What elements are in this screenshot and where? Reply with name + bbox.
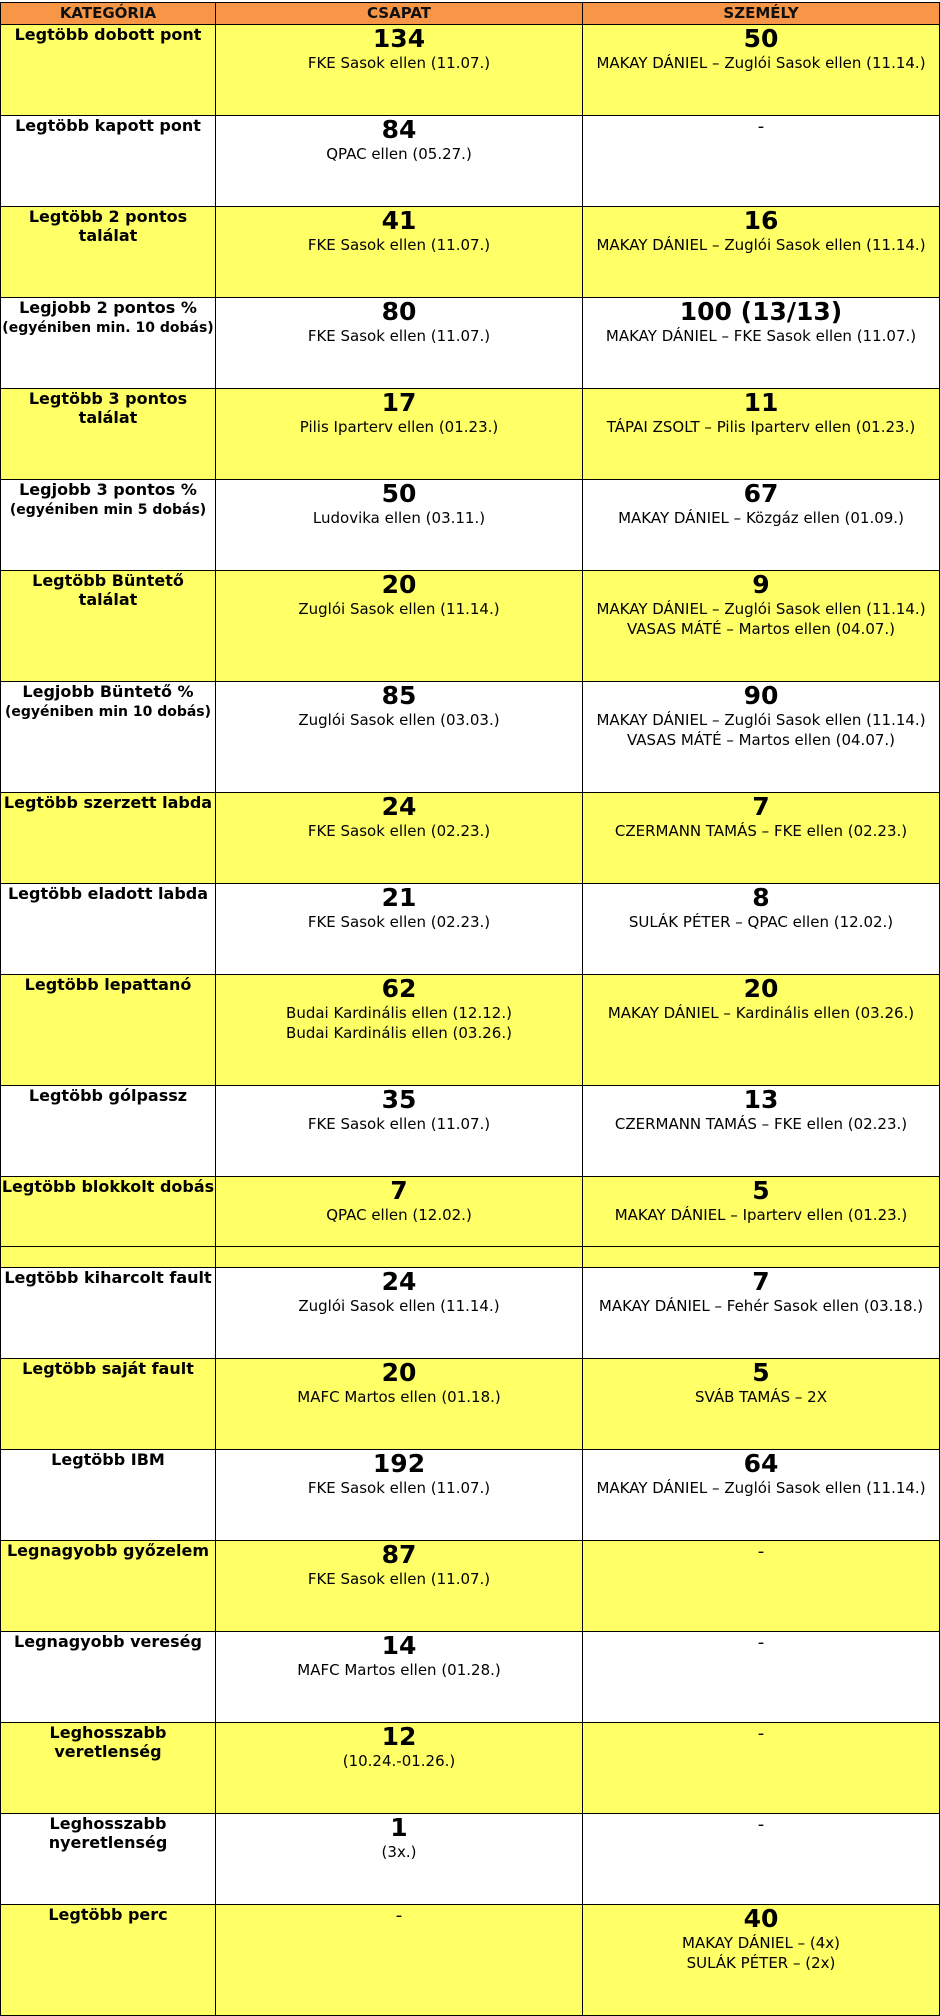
category-label: Leghosszabb veretlenség — [49, 1723, 167, 1761]
person-detail: MAKAY DÁNIEL – Iparterv ellen (01.23.) — [614, 1206, 908, 1224]
team-cell — [216, 793, 583, 884]
team-value: 24 — [381, 1267, 417, 1296]
person-detail: CZERMANN TAMÁS – FKE ellen (02.23.) — [614, 822, 908, 840]
record-row — [1, 1905, 940, 2016]
team-cell — [216, 298, 583, 389]
category-label: Legtöbb Büntető találat — [32, 571, 184, 609]
record-row — [1, 884, 940, 975]
team-detail: FKE Sasok ellen (11.07.) — [307, 1115, 491, 1133]
records-table — [0, 2, 940, 2016]
team-detail: FKE Sasok ellen (11.07.) — [307, 1479, 491, 1497]
team-cell — [216, 1632, 583, 1723]
team-cell — [216, 1268, 583, 1359]
person-value: 40 — [743, 1904, 779, 1933]
record-row — [1, 1632, 940, 1723]
record-row — [1, 1723, 940, 1814]
person-value: 7 — [752, 1267, 770, 1296]
team-value: 134 — [372, 24, 426, 53]
team-value: 21 — [381, 883, 417, 912]
category-cell — [1, 1541, 216, 1632]
category-label: Legtöbb eladott labda — [7, 884, 209, 903]
record-row — [1, 1268, 940, 1359]
category-label: Legtöbb saját fault — [22, 1359, 194, 1378]
record-row — [1, 975, 940, 1086]
category-cell — [1, 480, 216, 571]
person-cell — [583, 1632, 940, 1723]
person-value: 5 — [752, 1358, 770, 1387]
record-row — [1, 793, 940, 884]
person-cell — [583, 975, 940, 1086]
team-value: 84 — [381, 115, 417, 144]
category-cell — [1, 1268, 216, 1359]
record-row — [1, 1359, 940, 1450]
person-cell — [583, 25, 940, 116]
team-detail: Ludovika ellen (03.11.) — [312, 509, 486, 527]
category-label: Legnagyobb győzelem — [6, 1541, 210, 1560]
team-cell — [216, 571, 583, 682]
record-row — [1, 1177, 940, 1247]
person-detail: CZERMANN TAMÁS – FKE ellen (02.23.) — [614, 1115, 908, 1133]
team-value: 17 — [381, 388, 417, 417]
category-label: Legnagyobb vereség — [14, 1632, 202, 1651]
category-cell — [1, 1905, 216, 2016]
person-value: 8 — [752, 883, 770, 912]
category-cell — [1, 1086, 216, 1177]
team-cell — [216, 1814, 583, 1905]
category-label: Legjobb 2 pontos % — [19, 298, 197, 317]
person-cell — [583, 1723, 940, 1814]
person-value: 100 (13/13) — [679, 297, 843, 326]
person-value: 7 — [752, 792, 770, 821]
header-row — [1, 3, 940, 25]
category-cell — [1, 571, 216, 682]
category-note: (egyéniben min 5 dobás) — [9, 502, 207, 518]
team-detail: FKE Sasok ellen (11.07.) — [307, 327, 491, 345]
team-value: 62 — [381, 974, 417, 1003]
record-row — [1, 389, 940, 480]
category-cell — [1, 1723, 216, 1814]
team-cell — [216, 1450, 583, 1541]
header-csapat: CSAPAT — [216, 3, 583, 25]
team-value: 50 — [381, 479, 417, 508]
record-row — [1, 480, 940, 571]
record-row — [1, 25, 940, 116]
record-row — [1, 1450, 940, 1541]
team-detail: Budai Kardinális ellen (03.26.) — [286, 1024, 512, 1042]
category-cell — [1, 207, 216, 298]
category-cell — [1, 1359, 216, 1450]
person-value: - — [757, 1723, 765, 1744]
team-detail: FKE Sasok ellen (02.23.) — [307, 822, 491, 840]
team-detail: (3x.) — [381, 1843, 417, 1861]
team-value: 20 — [381, 570, 417, 599]
team-value: 12 — [381, 1722, 417, 1751]
category-cell — [1, 682, 216, 793]
person-value: 90 — [743, 681, 779, 710]
person-value: - — [757, 1814, 765, 1835]
person-value: 67 — [743, 479, 779, 508]
category-cell — [1, 389, 216, 480]
team-value: 20 — [381, 1358, 417, 1387]
person-detail: TÁPAI ZSOLT – Pilis Iparterv ellen (01.23.) — [606, 418, 916, 436]
category-note: (egyéniben min. 10 dobás) — [2, 320, 214, 336]
category-label: Legjobb Büntető % — [22, 682, 194, 701]
person-cell — [583, 1905, 940, 2016]
person-value: 64 — [743, 1449, 779, 1478]
team-value: 14 — [381, 1631, 417, 1660]
team-cell — [216, 1086, 583, 1177]
category-label: Legtöbb dobott pont — [14, 25, 202, 44]
person-detail: SULÁK PÉTER – (2x) — [686, 1954, 836, 1972]
person-cell — [583, 116, 940, 207]
header-szemely: SZEMÉLY — [583, 3, 940, 25]
team-value: 87 — [381, 1540, 417, 1569]
person-value: - — [757, 1541, 765, 1562]
record-row — [1, 1541, 940, 1632]
person-value: 20 — [743, 974, 779, 1003]
team-detail: FKE Sasok ellen (11.07.) — [307, 54, 491, 72]
record-row — [1, 207, 940, 298]
person-cell — [583, 207, 940, 298]
record-row — [1, 1814, 940, 1905]
person-value: 13 — [743, 1085, 779, 1114]
category-cell — [1, 25, 216, 116]
category-label: Legtöbb IBM — [51, 1450, 165, 1469]
team-detail: FKE Sasok ellen (11.07.) — [307, 1570, 491, 1588]
team-detail: FKE Sasok ellen (02.23.) — [307, 913, 491, 931]
team-value: 80 — [381, 297, 417, 326]
team-detail: MAFC Martos ellen (01.18.) — [297, 1388, 501, 1406]
team-detail: QPAC ellen (05.27.) — [326, 145, 472, 163]
category-label: Legtöbb 3 pontos találat — [28, 389, 188, 427]
person-cell — [583, 1268, 940, 1359]
team-detail: QPAC ellen (12.02.) — [326, 1206, 472, 1224]
team-value: 85 — [381, 681, 417, 710]
team-cell — [216, 25, 583, 116]
person-value: 5 — [752, 1176, 770, 1205]
person-detail: MAKAY DÁNIEL – FKE Sasok ellen (11.07.) — [605, 327, 917, 345]
category-label: Leghosszabb nyeretlenség — [48, 1814, 168, 1852]
person-cell — [583, 571, 940, 682]
category-cell — [1, 1632, 216, 1723]
category-label: Legtöbb szerzett labda — [3, 793, 213, 812]
category-cell — [1, 1814, 216, 1905]
person-value: 11 — [743, 388, 779, 417]
team-value: 192 — [372, 1449, 426, 1478]
team-cell — [216, 884, 583, 975]
person-detail: MAKAY DÁNIEL – Zuglói Sasok ellen (11.14.) — [596, 600, 926, 618]
person-cell — [583, 1814, 940, 1905]
category-label: Legtöbb kapott pont — [15, 116, 201, 135]
team-cell — [216, 207, 583, 298]
team-detail: Zuglói Sasok ellen (03.03.) — [298, 711, 500, 729]
team-detail: Pilis Iparterv ellen (01.23.) — [299, 418, 499, 436]
person-value: 9 — [752, 570, 770, 599]
person-value: - — [757, 1632, 765, 1653]
team-detail: FKE Sasok ellen (11.07.) — [307, 236, 491, 254]
record-row — [1, 571, 940, 682]
team-value: 41 — [381, 206, 417, 235]
category-label: Legjobb 3 pontos % — [19, 480, 197, 499]
person-detail: MAKAY DÁNIEL – (4x) — [682, 1934, 840, 1952]
category-cell — [1, 298, 216, 389]
team-value: - — [395, 1905, 403, 1926]
person-detail: MAKAY DÁNIEL – Zuglói Sasok ellen (11.14.) — [596, 236, 926, 254]
person-cell — [583, 480, 940, 571]
person-value: 16 — [743, 206, 779, 235]
category-label: Legtöbb perc — [48, 1905, 168, 1924]
category-note: (egyéniben min 10 dobás) — [4, 704, 212, 720]
person-value: 50 — [743, 24, 779, 53]
category-cell — [1, 1177, 216, 1247]
team-detail: Zuglói Sasok ellen (11.14.) — [298, 600, 500, 618]
category-cell — [1, 116, 216, 207]
team-cell — [216, 1541, 583, 1632]
person-detail: VASAS MÁTÉ – Martos ellen (04.07.) — [626, 731, 896, 749]
category-label: Legtöbb gólpassz — [28, 1086, 188, 1105]
person-detail: MAKAY DÁNIEL – Kardinális ellen (03.26.) — [607, 1004, 915, 1022]
spacer-cell — [1, 1247, 216, 1268]
team-cell — [216, 1359, 583, 1450]
person-cell — [583, 1359, 940, 1450]
team-value: 24 — [381, 792, 417, 821]
person-cell — [583, 1086, 940, 1177]
person-cell — [583, 1177, 940, 1247]
spacer-cell — [583, 1247, 940, 1268]
person-detail: MAKAY DÁNIEL – Zuglói Sasok ellen (11.14.) — [596, 711, 926, 729]
team-detail: Budai Kardinális ellen (12.12.) — [286, 1004, 512, 1022]
person-detail: SULÁK PÉTER – QPAC ellen (12.02.) — [628, 913, 894, 931]
person-cell — [583, 389, 940, 480]
person-detail: MAKAY DÁNIEL – Zuglói Sasok ellen (11.14.) — [596, 1479, 926, 1497]
person-cell — [583, 884, 940, 975]
team-cell — [216, 389, 583, 480]
person-cell — [583, 1541, 940, 1632]
person-cell — [583, 298, 940, 389]
person-cell — [583, 793, 940, 884]
person-detail: SVÁB TAMÁS – 2X — [695, 1388, 827, 1406]
category-cell — [1, 975, 216, 1086]
team-value: 1 — [390, 1813, 408, 1842]
team-detail: MAFC Martos ellen (01.28.) — [297, 1661, 501, 1679]
spacer-cell — [216, 1247, 583, 1268]
category-label: Legtöbb 2 pontos találat — [28, 207, 188, 245]
person-detail: MAKAY DÁNIEL – Zuglói Sasok ellen (11.14.) — [596, 54, 926, 72]
category-cell — [1, 1450, 216, 1541]
person-value: - — [757, 116, 765, 137]
team-cell — [216, 682, 583, 793]
person-cell — [583, 1450, 940, 1541]
team-cell — [216, 480, 583, 571]
team-value: 7 — [390, 1176, 408, 1205]
record-row — [1, 1086, 940, 1177]
team-cell — [216, 1177, 583, 1247]
header-kategoria: KATEGÓRIA — [1, 3, 216, 25]
record-row — [1, 116, 940, 207]
record-row — [1, 682, 940, 793]
record-row — [1, 298, 940, 389]
person-cell — [583, 682, 940, 793]
category-cell — [1, 793, 216, 884]
person-detail: VASAS MÁTÉ – Martos ellen (04.07.) — [626, 620, 896, 638]
team-value: 35 — [381, 1085, 417, 1114]
team-detail: Zuglói Sasok ellen (11.14.) — [298, 1297, 500, 1315]
category-label: Legtöbb blokkolt dobás — [1, 1177, 215, 1196]
category-label: Legtöbb kiharcolt fault — [4, 1268, 212, 1287]
team-detail: (10.24.-01.26.) — [342, 1752, 456, 1770]
team-cell — [216, 1905, 583, 2016]
spacer-row — [1, 1247, 940, 1268]
team-cell — [216, 975, 583, 1086]
category-label: Legtöbb lepattanó — [24, 975, 192, 994]
category-cell — [1, 884, 216, 975]
person-detail: MAKAY DÁNIEL – Közgáz ellen (01.09.) — [618, 509, 904, 527]
person-detail: MAKAY DÁNIEL – Fehér Sasok ellen (03.18.) — [598, 1297, 924, 1315]
team-cell — [216, 1723, 583, 1814]
team-cell — [216, 116, 583, 207]
